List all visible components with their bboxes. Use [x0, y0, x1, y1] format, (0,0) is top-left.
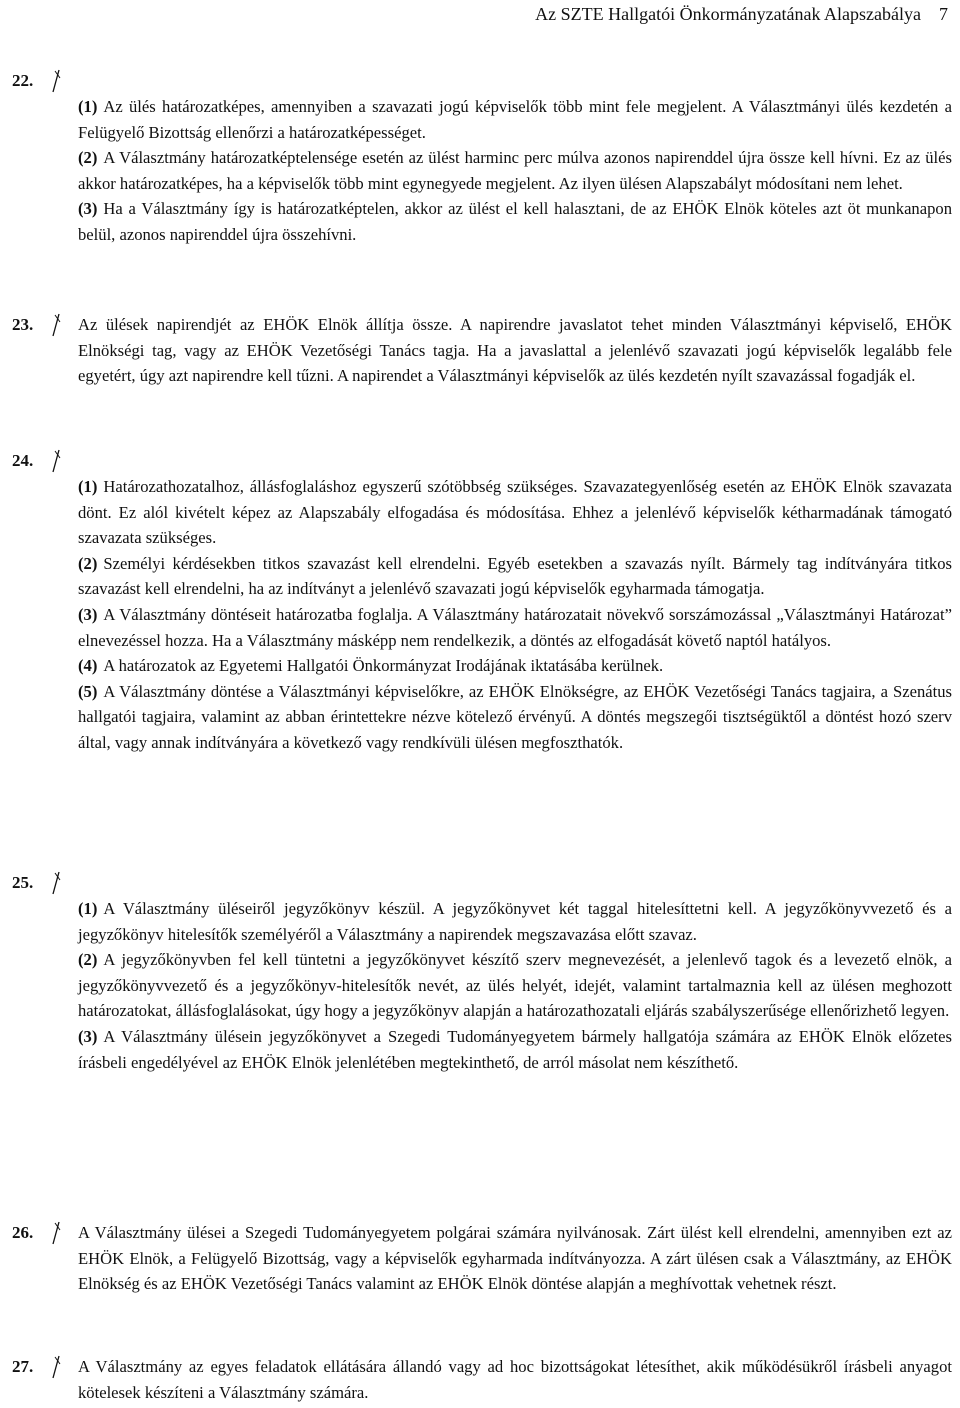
paragraph-number: (2) — [78, 553, 98, 573]
section-sign-icon — [46, 448, 68, 474]
section-22 — [12, 68, 952, 248]
paragraph — [78, 947, 952, 1024]
paragraph-text: A Választmány határozatképtelensége esetén az ülést harminc perc múlva azonos napirenddel újra össze kell hívni. Ez az ülés akkor határozatképes, ha a képviselők több mint egynegyede megjelent. Az ilyen ülésen Alapszabályt módosítani nem lehet. — [78, 148, 952, 193]
paragraph-text: A Választmány döntéseit határozatba foglalja. A Választmány határozatait növekvő sorszámozással „Választmányi Határozat” elnevezéssel hozza. Ha a Választmány másképp nem rendelkezik, a döntés az elfogadását követő naptól hatályos. — [78, 604, 952, 650]
section-27 — [12, 1354, 952, 1405]
paragraph-number: (4) — [78, 656, 98, 676]
paragraph — [78, 1024, 952, 1075]
paragraph — [78, 896, 952, 947]
section-sign-icon — [46, 312, 68, 338]
section-sign-icon — [46, 870, 68, 896]
section-25 — [12, 870, 952, 1075]
paragraph-number: (1) — [78, 899, 98, 918]
paragraph — [78, 653, 952, 679]
paragraph-number: (5) — [78, 681, 98, 701]
paragraph-number: (2) — [78, 950, 98, 970]
paragraph — [78, 312, 952, 389]
paragraph — [78, 145, 952, 196]
paragraph-text: Az ülés határozatképes, amennyiben a szavazati jogú képviselők több mint fele megjelent. A Választmányi ülés kezdetén a Felügyelő Bizottság ellenőrzi a határozatképességet. — [78, 97, 952, 142]
section-24 — [12, 448, 952, 756]
paragraph-text: Az ülések napirendjét az EHÖK Elnök állítja össze. A napirendre javaslatot tehet minden Választmányi képviselő, EHÖK Elnökségi tag, vagy az EHÖK Vezetőségi Tanács tagja. Ha a javaslattal a jelenlévő szavazati jogú képviselők legalább fele egyetért, úgy azt napirendre kell tűzni. A napirendet a Választmányi képviselők az ülés kezdetén nyílt szavazással fogadják el. — [78, 315, 952, 386]
paragraph-text: A Választmány az egyes feladatok ellátására állandó vagy ad hoc bizottságokat létesíthet, akik működésükről írásbeli anyagot kötelesek készíteni a Választmány számára. — [78, 1357, 952, 1402]
paragraph-text: A Választmány döntése a Választmányi képviselőkre, az EHÖK Elnökségre, az EHÖK Vezetőségi Tanács tagjaira, a Szenátus hallgatói tagjaira, valamint az abban érintettekre nézve kötelező érvényű. A döntés megszegői tisztségüktől a döntést hozó szerv által, vagy annak indítványára a következő vagy rendkívüli ülésen megfoszthatók. — [78, 681, 952, 752]
section-number: 22. — [12, 71, 34, 90]
paragraph — [78, 679, 952, 756]
paragraph-text: A Választmány ülései a Szegedi Tudományegyetem polgárai számára nyilvánosak. Zárt ülést kell elrendelni, amennyiben ezt az EHÖK Elnök, a Felügyelő Bizottság, vagy a képviselők egyharmada indítványozza. A zárt ülésen csak a Választmány, az EHÖK Elnökség és az EHÖK Vezetőségi Tanács valamint az EHÖK Elnök döntése alapján a meghívottak vehetnek részt. — [78, 1223, 952, 1294]
section-number: 25. — [12, 873, 34, 892]
paragraph-number: (3) — [78, 199, 98, 219]
section-number: 26. — [12, 1223, 34, 1242]
paragraph-number: (2) — [78, 148, 98, 168]
document-title: Az SZTE Hallgatói Önkormányzatának Alapszabálya — [535, 4, 921, 24]
paragraph — [78, 1354, 952, 1405]
paragraph — [78, 474, 952, 551]
paragraph-number: (3) — [78, 1026, 98, 1046]
section-number: 27. — [12, 1357, 34, 1376]
paragraph — [78, 1220, 952, 1297]
section-sign-icon — [46, 1354, 68, 1380]
paragraph — [78, 551, 952, 602]
section-number: 24. — [12, 451, 34, 470]
paragraph-number: (1) — [78, 477, 98, 496]
paragraph-text: A Választmány üléseiről jegyzőkönyv készül. A jegyzőkönyvet két taggal hitelesíttetni kell. A jegyzőkönyvvezető és a jegyzőkönyv hitelesítők személyéről a Választmány a napirendek megszavazása előtt szavaz. — [78, 899, 952, 944]
paragraph-text: Személyi kérdésekben titkos szavazást kell elrendelni. Egyéb esetekben a szavazás nyílt. Bármely tag indítványára titkos szavazást kell elrendelni, ha az indítványt a jelenlévő szavazati jogú képviselők egyharmada támogatja. — [78, 553, 952, 599]
paragraph — [78, 94, 952, 145]
section-sign-icon — [46, 68, 68, 94]
section-23 — [12, 312, 952, 389]
paragraph-text: A Választmány ülésein jegyzőkönyvet a Szegedi Tudományegyetem bármely hallgatója számára az EHÖK Elnök előzetes írásbeli engedélyével az EHÖK Elnök jelenlétében megtekinthető, de arról másolat nem készíthető. — [78, 1026, 952, 1072]
section-number: 23. — [12, 315, 34, 334]
paragraph-number: (3) — [78, 604, 98, 624]
paragraph-text: Határozathozatalhoz, állásfoglaláshoz egyszerű szótöbbség szükséges. Szavazategyenlőség esetén az EHÖK Elnök szavazata dönt. Ez alól kivételt képez az Alapszabály elfogadása és módosítása. Ehhez a jelenlévő képviselők kétharmadának támogató szavazata szükséges. — [78, 477, 952, 548]
section-26 — [12, 1220, 952, 1297]
paragraph — [78, 196, 952, 247]
paragraph-text: A jegyzőkönyvben fel kell tüntetni a jegyzőkönyvet készítő szerv megnevezését, a jelenlevő tagok és a levezető elnök, a jegyzőkönyvvezető és a jegyzőkönyv-hitelesítők nevét, az ülés helyét, idejét, valamint tartalmaznia kell az ülésen meghozott határozatokat, állásfoglalásokat, úgy hogy a jegyzőkönyv alapján a határozathozatali eljárás szabályszerűsége ellenőrizhető legyen. — [78, 950, 952, 1021]
paragraph-text: Ha a Választmány így is határozatképtelen, akkor az ülést el kell halasztani, de az EHÖK Elnök köteles azt öt munkanapon belül, azonos napirenddel újra összehívni. — [78, 199, 952, 244]
page-header — [0, 4, 948, 25]
paragraph-number: (1) — [78, 97, 98, 116]
section-sign-icon — [46, 1220, 68, 1246]
paragraph-text: A határozatok az Egyetemi Hallgatói Önkormányzat Irodájának iktatásába kerülnek. — [103, 656, 664, 676]
page-number: 7 — [939, 4, 948, 24]
paragraph — [78, 602, 952, 653]
